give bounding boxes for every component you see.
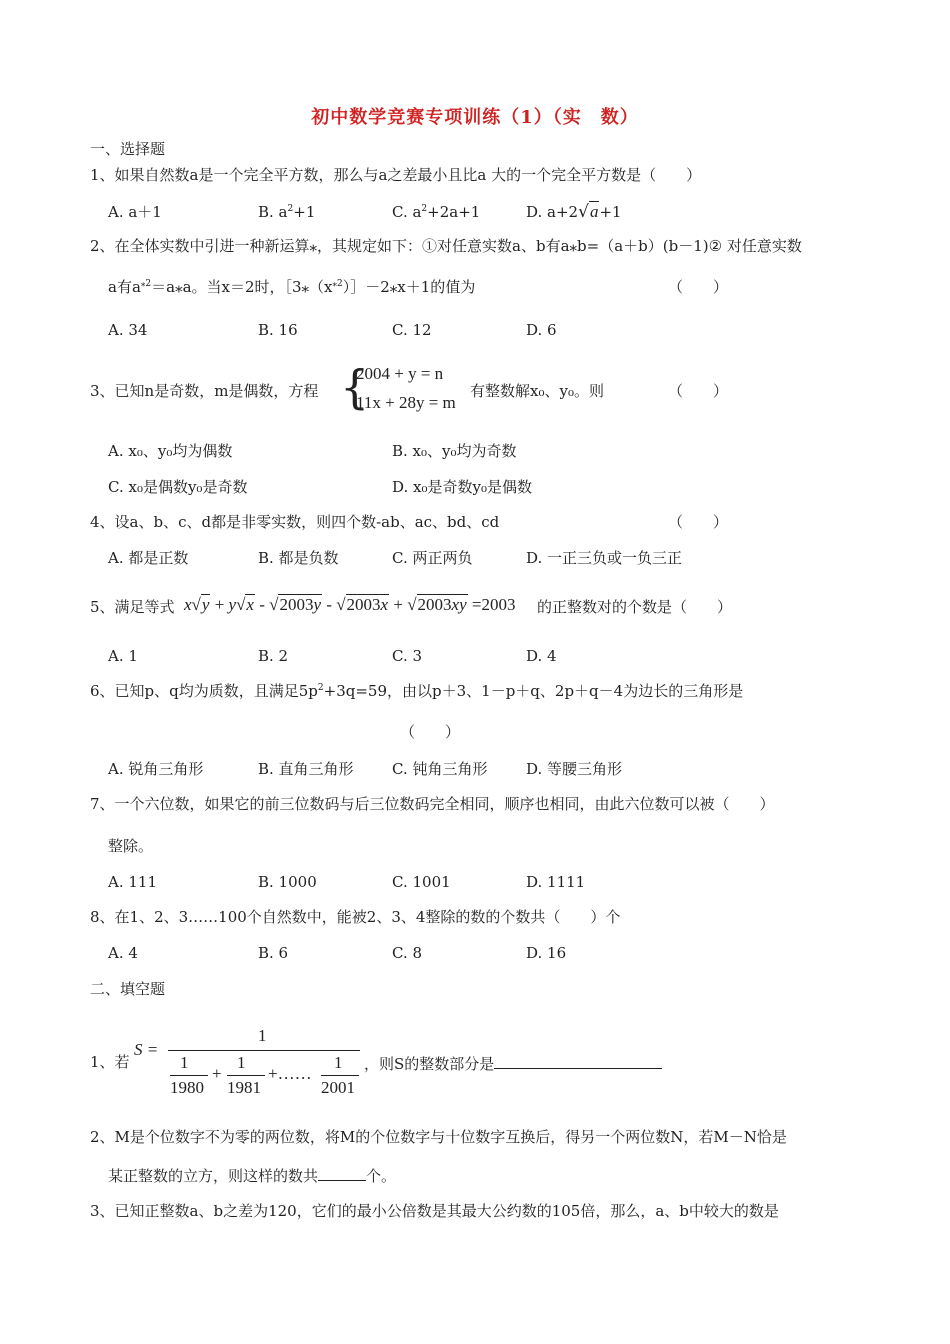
fraction-term-3-bar bbox=[321, 1075, 359, 1076]
q7-option-c: C. 1001 bbox=[392, 873, 451, 891]
question-4-answer-paren: （ ） bbox=[668, 513, 729, 531]
question-2-answer-paren: （ ） bbox=[668, 278, 729, 296]
q5-option-a: A. 1 bbox=[108, 647, 138, 665]
q4-option-a: A. 都是正数 bbox=[108, 549, 189, 567]
fraction-term-3-den: 2001 bbox=[321, 1078, 355, 1097]
q6-option-c: C. 钝角三角形 bbox=[392, 760, 488, 778]
fraction-s-label: S = bbox=[134, 1040, 159, 1059]
question-1-stem: 1、如果自然数a是一个完全平方数，那么与a之差最小且比a 大的一个完全平方数是（ ） bbox=[90, 166, 702, 184]
q8-option-a: A. 4 bbox=[108, 944, 138, 962]
equation-system-brace: { bbox=[340, 360, 370, 414]
fraction-plus-1: + bbox=[212, 1064, 222, 1083]
fill-2-line-1: 2、M是个位数字不为零的两位数，将M的个位数字与十位数字互换后，得另一个两位数N，若M－N恰是 bbox=[90, 1128, 787, 1146]
fraction-plus-dots: +…… bbox=[268, 1064, 312, 1083]
section-fill-heading: 二、填空题 bbox=[90, 980, 166, 998]
fraction-term-1-bar bbox=[170, 1075, 208, 1076]
question-6-stem: 6、已知p、q均为质数，且满足$5p^2+3q=59$，由以p＋3、1－p＋q、2p＋q－4为边长的三角形是 bbox=[90, 682, 744, 700]
question-3-suffix: 有整数解x₀、y₀。则 bbox=[470, 382, 604, 400]
q6-option-d: D. 等腰三角形 bbox=[526, 760, 623, 778]
q4-option-d: D. 一正三负或一负三正 bbox=[526, 549, 683, 567]
question-3-answer-paren: （ ） bbox=[668, 382, 729, 400]
q2-option-c: C. 12 bbox=[392, 321, 432, 339]
question-5-prefix: 5、满足等式 bbox=[90, 598, 175, 616]
q8-option-c: C. 8 bbox=[392, 944, 423, 962]
fraction-term-2-bar bbox=[227, 1075, 265, 1076]
q8-option-d: D. 16 bbox=[526, 944, 567, 962]
q2-option-b: B. 16 bbox=[258, 321, 298, 339]
question-3-prefix: 3、已知n是奇数，m是偶数，方程 bbox=[90, 382, 319, 400]
question-5-suffix: 的正整数对的个数是（ ） bbox=[537, 598, 733, 616]
q6-option-a: A. 锐角三角形 bbox=[108, 760, 204, 778]
q1-option-a: A. a＋1 bbox=[108, 203, 162, 221]
question-4-stem: 4、设a、b、c、d都是非零实数，则四个数-ab、ac、bd、cd bbox=[90, 513, 500, 531]
q3-option-b: B. x₀、y₀均为奇数 bbox=[392, 442, 517, 460]
question-5-equation: x√y + y√x - √2003y - √2003x + √2003xy =2003 bbox=[184, 595, 516, 614]
question-7-line-2: 整除。 bbox=[108, 837, 154, 855]
q3-option-a: A. x₀、y₀均为偶数 bbox=[108, 442, 233, 460]
q6-option-b: B. 直角三角形 bbox=[258, 760, 354, 778]
q7-option-a: A. 111 bbox=[108, 873, 157, 891]
question-8-stem: 8、在1、2、3……100个自然数中，能被2、3、4整除的数的个数共（ ）个 bbox=[90, 908, 621, 926]
fraction-term-1-num: 1 bbox=[180, 1053, 189, 1072]
q2-option-a: A. 34 bbox=[108, 321, 148, 339]
q7-option-b: B. 1000 bbox=[258, 873, 317, 891]
fill-2-answer-blank[interactable] bbox=[318, 1164, 366, 1181]
q1-option-c: C. $a^2+2a+1$ bbox=[392, 203, 481, 221]
question-2-line-1: 2、在全体实数中引进一种新运算⁎，其规定如下：①对任意实数a、b有a⁎b=（a＋b）(b－1)② 对任意实数 bbox=[90, 237, 802, 255]
fraction-term-2-den: 1981 bbox=[227, 1078, 261, 1097]
q5-option-c: C. 3 bbox=[392, 647, 423, 665]
q4-option-c: C. 两正两负 bbox=[392, 549, 473, 567]
q8-option-b: B. 6 bbox=[258, 944, 289, 962]
fraction-term-2-num: 1 bbox=[237, 1053, 246, 1072]
equation-system-line-1: 2004 + y = n bbox=[356, 364, 444, 383]
fraction-term-3-num: 1 bbox=[334, 1053, 343, 1072]
section-choice-heading: 一、选择题 bbox=[90, 140, 166, 158]
q1-option-b: B. $a^2+1$ bbox=[258, 203, 316, 221]
fraction-numerator: 1 bbox=[258, 1026, 267, 1045]
fill-1-suffix: ，则S的整数部分是 bbox=[364, 1052, 662, 1074]
q7-option-d: D. 1111 bbox=[526, 873, 586, 891]
question-2-line-2: a有$a^{⁎2}=a⁎a$。当x＝2时，$[3⁎(x^{⁎2})]-2⁎x+1$的值为 bbox=[108, 278, 476, 296]
fraction-main-bar bbox=[168, 1050, 360, 1051]
fraction-term-1-den: 1980 bbox=[170, 1078, 204, 1097]
question-6-answer-paren: （ ） bbox=[400, 723, 461, 741]
q3-option-d: D. x₀是奇数y₀是偶数 bbox=[392, 478, 532, 496]
fill-2-line-2: 某正整数的立方，则这样的数共 个。 bbox=[108, 1164, 396, 1186]
page-title: 初中数学竞赛专项训练（1）（实 数） bbox=[311, 107, 639, 128]
fill-1-answer-blank[interactable] bbox=[494, 1052, 662, 1069]
equation-system-line-2: 11x + 28y = m bbox=[356, 393, 456, 412]
question-7-line-1: 7、一个六位数，如果它的前三位数码与后三位数码完全相同，顺序也相同，由此六位数可以被（ ） bbox=[90, 795, 775, 813]
q2-option-d: D. 6 bbox=[526, 321, 557, 339]
fill-3-line-1: 3、已知正整数a、b之差为120，它们的最小公倍数是其最大公约数的105倍，那么，a、b中较大的数是 bbox=[90, 1202, 779, 1220]
q5-option-d: D. 4 bbox=[526, 647, 557, 665]
q4-option-b: B. 都是负数 bbox=[258, 549, 339, 567]
fill-1-prefix: 1、若 bbox=[90, 1053, 130, 1071]
q1-option-d: D. a+2√a+1 bbox=[526, 202, 622, 222]
q3-option-c: C. x₀是偶数y₀是奇数 bbox=[108, 478, 248, 496]
q5-option-b: B. 2 bbox=[258, 647, 289, 665]
